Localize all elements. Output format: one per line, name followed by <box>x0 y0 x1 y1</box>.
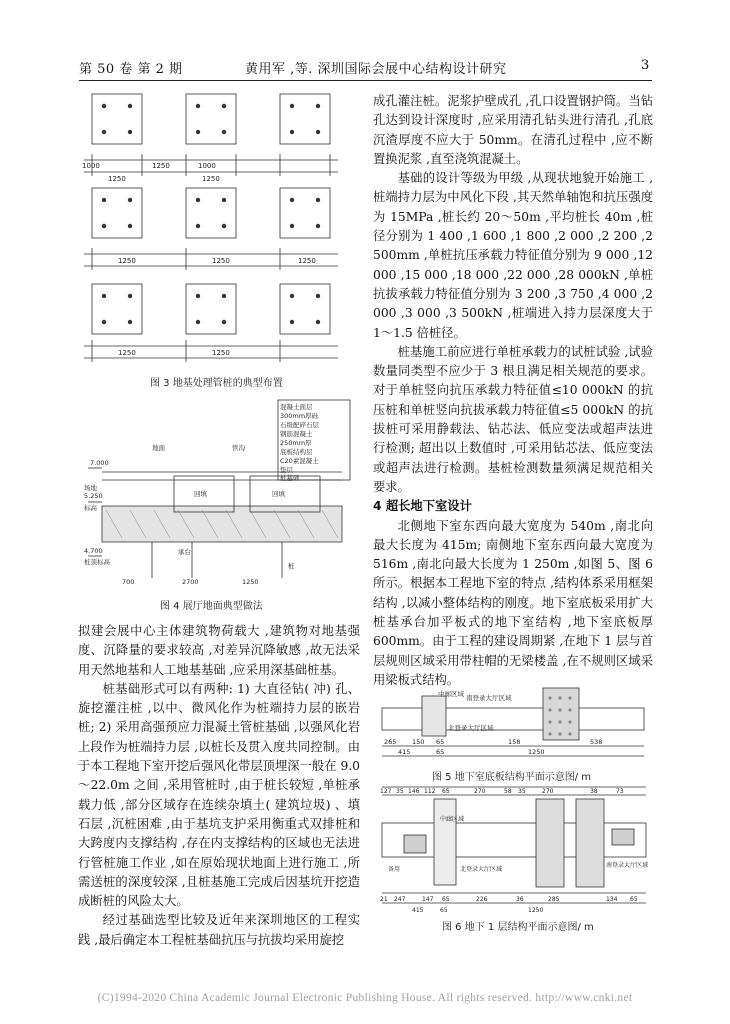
beam-label: 承台 <box>178 548 191 556</box>
region-label: 中廊区域 <box>438 690 464 698</box>
dim-label: 65 <box>436 738 445 746</box>
legend-line: 混凝土面层 <box>280 403 313 411</box>
trench-label: 管沟 <box>232 444 245 452</box>
dim-label: 2700 <box>182 578 199 586</box>
dim-label: 285 <box>548 896 560 903</box>
dim-label: 127 <box>380 788 392 795</box>
dim-label: 700 <box>122 578 135 586</box>
header-rule <box>79 80 652 81</box>
dim-label: 415 <box>412 907 424 914</box>
figure-5-basement-slab-plan <box>378 684 653 762</box>
dim-label: 65 <box>630 896 638 903</box>
surface-label: 地面 <box>152 444 165 452</box>
backfill-label: 回填 <box>194 490 207 498</box>
paragraph: 基础的设计等级为甲级 ,从现状地貌开始施工 ,桩端持力层为中风化下段 ,其天然单轴饱和抗压强度为 15MPa ,桩长约 20～50m ,平均桩长 40m ,桩径分别为 1 400 ,1 600 ,1 800 ,2 000 ,2 200 ,2 500mm ,单桩抗压承载力特征值分别为 9 000 ,12 000 ,15 000 ,18 000 ,22 000 ,28 000kN ,单桩抗拔承载力特征值分别为 3 200 ,3 750 ,4 000 ,2 000 ,3 000 ,3 500kN ,桩端进入持力层深度大于 1～1.5 倍桩径。 <box>373 171 653 340</box>
elevation-label: 标高 <box>84 504 97 512</box>
paragraph: 成孔灌注桩。泥浆护壁成孔 ,孔口设置钢护筒。当钻孔达到设计深度时 ,应采用清孔钻头进行清孔 ,孔底沉渣厚度不应大于 50mm。在清孔过程中 ,应不断置换泥浆 ,直至浇筑混凝土。 <box>373 94 653 166</box>
legend-line: 300mm厚砾 <box>280 412 319 420</box>
paragraph: 拟建会展中心主体建筑物荷载大 ,建筑物对地基强度、沉降量的要求较高 ,对差异沉降敏感 ,故无法采用天然地基和人工地基基础 ,应采用深基础桩基。 <box>78 624 360 677</box>
dim-label: 158 <box>508 738 521 746</box>
running-title: 黄用军 ,等. 深圳国际会展中心结构设计研究 <box>245 62 507 77</box>
dim-label: 247 <box>394 896 406 903</box>
dim-label: 1250 <box>528 748 545 756</box>
dim-label: 147 <box>422 896 434 903</box>
dim-label: 1000 <box>82 162 100 170</box>
copyright-footer: (C)1994-2020 China Academic Journal Electronic Publishing House. All rights reserved. http://www.cnki.net <box>97 992 633 1004</box>
figure-6-b1-floor-plan <box>378 783 654 915</box>
dim-label: 1250 <box>212 257 230 265</box>
elevation-label: 4.700 <box>84 547 103 555</box>
backfill-label: 回填 <box>272 490 285 498</box>
dim-label: 1250 <box>528 907 544 914</box>
dim-label: 1000 <box>198 162 216 170</box>
dim-label: 270 <box>542 788 554 795</box>
dim-label: 150 <box>412 738 425 746</box>
dim-label: 146 <box>408 788 420 795</box>
dim-label: 1250 <box>202 175 220 183</box>
figure-3-caption: 图 3 地基处理管桩的典型布置 <box>150 378 283 389</box>
region-label: 南登录大厅区域 <box>466 694 512 702</box>
figure-4-caption: 图 4 展厅地面典型做法 <box>160 601 263 612</box>
region-label: 南登录大厅区域 <box>606 862 649 869</box>
legend-line: 250mm厚 <box>280 439 312 447</box>
legend-line: 底板结构层 <box>280 448 313 456</box>
figure-6-caption: 图 6 地下 1 层结构平面示意图/ m <box>442 922 594 933</box>
figure-3-pile-layout <box>78 88 360 366</box>
paragraph: 桩基施工前应进行单桩承载力的试桩试验 ,试验数量同类型不应少于 3 根且满足相关规范的要求。对于单桩竖向抗压承载力特征值≤10 000kN 的抗压桩和单桩竖向抗拔承载力特征值≤5 000kN 的抗拔桩可采用静载法、钻芯法、低应变法或超声法进行检测; 超出以上数值时 ,可采用钻芯法、低应变法或超声法进行检测。基桩检测数量须满足规范相关要求。 <box>373 344 653 494</box>
elevation-label: 5.250 <box>84 492 103 500</box>
section-heading: 4 超长地下室设计 <box>373 499 472 514</box>
elevation-label: 场地 <box>84 484 97 492</box>
dim-label: 1250 <box>108 175 126 183</box>
dim-label: 1250 <box>118 349 136 357</box>
journal-issue: 第 50 卷 第 2 期 <box>79 62 183 77</box>
pile-cap-row-3 <box>92 284 330 334</box>
paragraph: 桩基础形式可以有两种: 1) 大直径钻( 冲) 孔、旋挖灌注桩 ,以中、微风化作为桩端持力层的嵌岩桩; 2) 采用高强预应力混凝土管桩基础 ,以强风化岩上段作为桩端持力层 ,以桩长及贯入度共同控制。由于本工程地下室开挖后强风化带层顶埋深一般在 9.0～22.0m 之间 ,采用管桩时 ,由于桩长较短 ,单桩承载力低 ,部分区域存在连续杂填土( 建筑垃圾) 、填石层 ,沉桩困难 ,由于基坑支护采用衡重式双排桩和大跨度内支撑结构 ,存在内支撑结构的区域也无法进行管桩施工作业 ,如在原始现状地面上进行施工 ,所需送桩的深度较深 ,且桩基施工完成后因基坑开挖造成断桩的风险太大。 <box>78 681 360 909</box>
pile-cap-row-2 <box>92 188 330 238</box>
dim-label: 1250 <box>118 257 136 265</box>
elevation-label: 7.000 <box>90 459 109 467</box>
dim-label: 65 <box>436 748 445 756</box>
dim-label: 538 <box>590 738 603 746</box>
pile-cap-row-1 <box>92 94 330 144</box>
figure-5-caption: 图 5 地下室底板结构平面示意图/ m <box>432 772 592 783</box>
dim-label: 65 <box>442 788 450 795</box>
dim-label: 58 <box>504 788 512 795</box>
dim-label: 1250 <box>242 578 259 586</box>
region-label: 备用 <box>388 866 401 873</box>
dim-label: 226 <box>476 896 488 903</box>
legend-line: 石级配碎石层 <box>280 421 319 429</box>
dim-label: 1250 <box>152 162 170 170</box>
dim-label: 112 <box>424 788 436 795</box>
paragraph: 经过基础选型比较及近年来深圳地区的工程实践 ,最后确定本工程桩基础抗压与抗拔均采用旋挖 <box>78 913 360 947</box>
elevation-label: 桩顶标高 <box>84 558 110 566</box>
right-column-text <box>373 92 653 690</box>
dim-label: 35 <box>396 788 404 795</box>
figure-4-floor-section <box>82 398 354 588</box>
dim-label: 21 <box>380 896 388 903</box>
dim-label: 65 <box>440 907 448 914</box>
dim-label: 134 <box>606 896 618 903</box>
pile-label: 桩 <box>288 562 295 570</box>
dim-label: 270 <box>474 788 486 795</box>
legend-line: 桩基础 <box>280 474 300 482</box>
dim-label: 35 <box>518 788 526 795</box>
legend-line: 钢筋混凝土 <box>280 430 313 438</box>
dim-label: 415 <box>398 748 411 756</box>
region-label: 北登录大厅区域 <box>448 724 494 732</box>
left-column-text <box>78 622 360 950</box>
dim-label: 1250 <box>212 349 230 357</box>
legend-line: C20素混凝土 <box>280 457 319 465</box>
paragraph: 北侧地下室东西向最大宽度为 540m ,南北向最大长度为 415m; 南侧地下室东西向最大宽度为 516m ,南北向最大长度为 1 250m ,如图 5、图 6 所示。根据本工程地下室的特点 ,结构体系采用框架结构 ,以减小整体结构的刚度。地下室底板采用扩大桩基承台加平板式的地下室结构 ,地下室底板厚 600mm。由于工程的建设周期紧 ,在地下 1 层与首层规则区域采用带柱帽的无梁楼盖 ,在不规则区域采用梁板式结构。 <box>373 518 653 687</box>
dim-label: 265 <box>384 738 397 746</box>
dim-label: 36 <box>516 896 524 903</box>
region-label: 中廊区域 <box>440 816 465 823</box>
dim-label: 38 <box>590 788 598 795</box>
legend-line: 垫层 <box>280 466 293 474</box>
dim-label: 73 <box>616 788 624 795</box>
region-label: 北登录大厅区域 <box>460 866 503 873</box>
page-number: 3 <box>641 58 650 73</box>
dim-label: 65 <box>442 896 450 903</box>
dim-label: 1250 <box>298 257 316 265</box>
